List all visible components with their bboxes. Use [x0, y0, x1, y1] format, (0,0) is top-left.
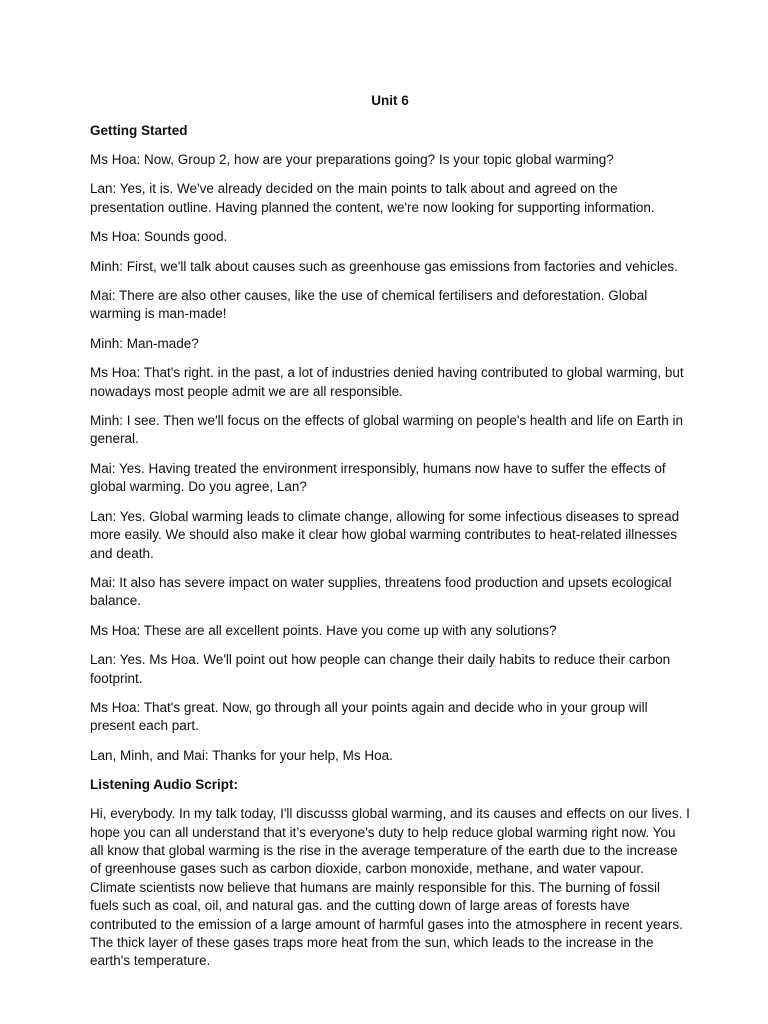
dialogue-line: Mai: Yes. Having treated the environment irresponsibly, humans now have to suffer the effects of global warming. Do you agree, Lan? [90, 460, 666, 495]
dialogue-line: Minh: Man-made? [90, 335, 199, 351]
dialogue-line: Lan, Minh, and Mai: Thanks for your help, Ms Hoa. [90, 747, 393, 763]
dialogue-section [90, 151, 690, 765]
dialogue-line: Ms Hoa: Sounds good. [90, 229, 228, 245]
dialogue-line: Lan: Yes. Ms Hoa. We'll point out how people can change their daily habits to reduce their carbon footprint. [90, 652, 671, 686]
dialogue-line: Ms Hoa: That's great. Now, go through all your points again and decide who in your group will present each part. [90, 699, 648, 734]
document-page [90, 92, 690, 982]
getting-started-heading: Getting Started [90, 123, 188, 138]
listening-script-section [90, 805, 690, 971]
dialogue-line: Ms Hoa: These are all excellent points. Have you come up with any solutions? [90, 622, 557, 638]
unit-title: Unit 6 [371, 93, 409, 108]
dialogue-line: Ms Hoa: That's right. in the past, a lot of industries denied having contributed to global warming, but nowadays most people admit we are all responsible. [90, 365, 684, 399]
dialogue-line: Lan: Yes. Global warming leads to climate change, allowing for some infectious diseases to spread more easily. We should also make it clear how global warming contributes to heat-related illnesses and death. [90, 508, 680, 561]
listening-heading: Listening Audio Script: [90, 777, 238, 793]
dialogue-line: Mai: It also has severe impact on water supplies, threatens food production and upsets ecological balance. [90, 574, 672, 609]
listening-script-text: Hi, everybody. In my talk today, I'll discusss global warming, and its causes and effects on our lives. I hope you can all understand that it’s everyone's duty to help reduce global warming right now. You all know that global warming is the rise in the average temperature of the earth due to the increase of greenhouse gases such as carbon dioxide, carbon monoxide, methane, and water vapour. Climate scientists now believe that humans are mainly responsible for this. The burning of fossil fuels such as coal, oil, and natural gas. and the cutting down of large areas of forests have contributed to the emission of a large amount of harmful gases into the atmosphere in recent years. The thick layer of these gases traps more heat from the sun, which leads to the increase in the earth's temperature. [90, 806, 690, 969]
dialogue-line: Lan: Yes, it is. We've already decided on the main points to talk about and agreed on the presentation outline. Having planned the content, we're now looking for supporting information. [90, 181, 655, 215]
dialogue-line: Minh: I see. Then we'll focus on the effects of global warming on people's health and life on Earth in general. [90, 413, 684, 447]
dialogue-line: Mai: There are also other causes, like the use of chemical fertilisers and deforestation. Global warming is man-made! [90, 288, 648, 322]
dialogue-line: Ms Hoa: Now, Group 2, how are your preparations going? Is your topic global warming? [90, 152, 614, 167]
dialogue-line: Minh: First, we'll talk about causes such as greenhouse gas emissions from factories and vehicles. [90, 258, 678, 274]
